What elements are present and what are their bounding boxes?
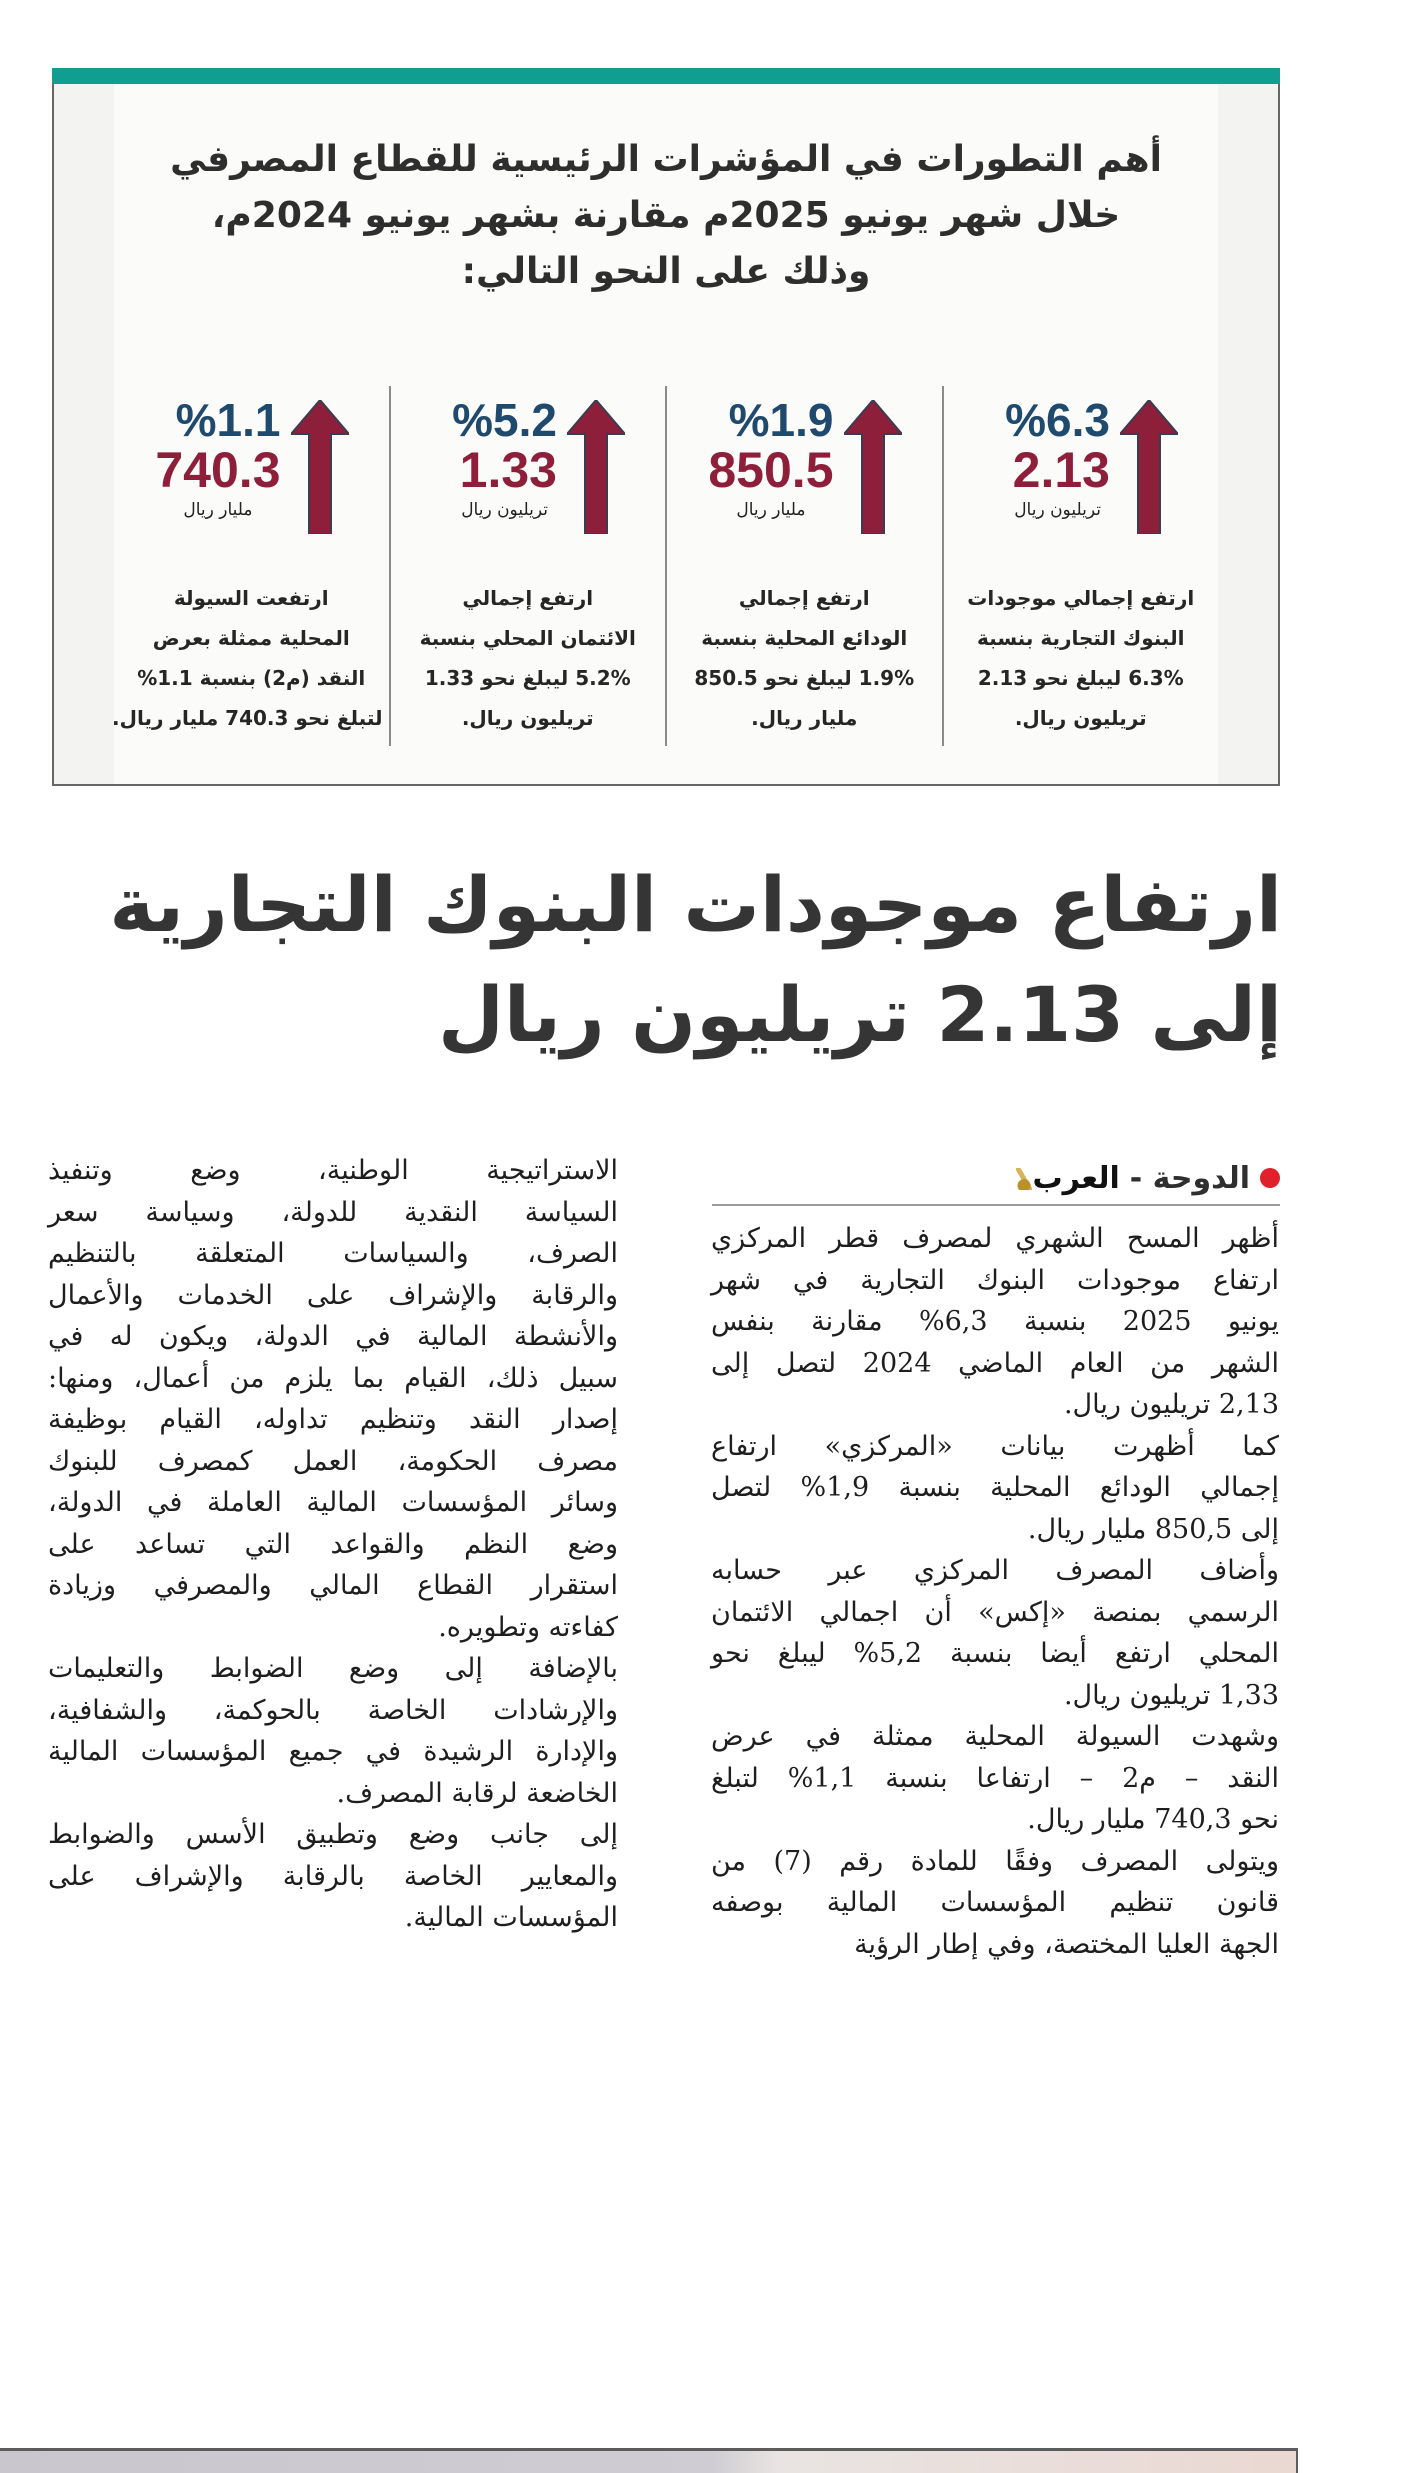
stat-unit: مليار ريال (183, 500, 253, 520)
article-text-line: الخاضعة لرقابة المصرف. (336, 1777, 618, 1809)
stat-description-line: 5.2% ليبلغ نحو 1.33 (424, 666, 631, 690)
article-text-line: الرسمي بمنصة «إكس» أن اجمالي الائتمان (711, 1596, 1279, 1628)
stat-value: 2.13 (1012, 442, 1110, 498)
stat-card-assets (944, 386, 1219, 746)
article-text-line: والمعايير الخاصة بالرقابة والإشراف على (48, 1860, 618, 1892)
stats-row (114, 386, 1218, 746)
stat-description-line: 6.3% ليبلغ نحو 2.13 (977, 666, 1184, 690)
stat-description-line: الودائع المحلية بنسبة (701, 626, 908, 650)
article-text-line: النقد – م2 – ارتفاعا بنسبة 1,1% لتبلغ (711, 1762, 1279, 1794)
article-text-line: الشهر من العام الماضي 2024 لتصل إلى (711, 1347, 1279, 1379)
article-text-line: وأضاف المصرف المركزي عبر حسابه (711, 1555, 1279, 1586)
article-text-line: وسائر المؤسسات المالية العاملة في الدولة، (48, 1487, 618, 1518)
article-text-line: 2,13 تريليون ريال. (1063, 1389, 1279, 1420)
stat-description-line: لتبلغ نحو 740.3 مليار ريال. (112, 706, 383, 730)
article-text-line: قانون تنظيم المؤسسات المالية بوصفه (711, 1887, 1279, 1918)
byline-dot-icon (1260, 1168, 1280, 1188)
stat-description (673, 578, 936, 738)
article-text-line: والإرشادات الخاصة بالحوكمة، والشفافية، (48, 1694, 618, 1726)
article-text-line: إلى جانب وضع وتطبيق الأسس والضوابط (48, 1819, 618, 1850)
article-text-line: إصدار النقد وتنظيم تداوله، القيام بوظيفة (48, 1404, 618, 1435)
infographic-accent-bar (52, 68, 1280, 84)
infographic-title (114, 132, 1218, 300)
article-text-line: المحلي ارتفع أيضا بنسبة 5,2% ليبلغ نحو (711, 1638, 1280, 1669)
article-text-line: السياسة النقدية للدولة، وسياسة سعر (48, 1196, 618, 1228)
stat-description-line: ارتفع إجمالي (738, 586, 870, 610)
article-column-right (711, 1218, 1279, 1965)
article-text-line: ارتفاع موجودات البنوك التجارية في شهر (711, 1264, 1279, 1296)
article-text-line: مصرف الحكومة، العمل كمصرف للبنوك (48, 1445, 618, 1477)
article-text-line: كفاءته وتطويره. (438, 1611, 618, 1643)
article-text-line: الاستراتيجية الوطنية، وضع وتنفيذ (48, 1155, 618, 1186)
article-text-line: وشهدت السيولة المحلية ممثلة في عرض (711, 1721, 1279, 1752)
stat-description (950, 578, 1213, 738)
stat-card-liquidity (114, 386, 391, 746)
byline (710, 1158, 1280, 1198)
stat-description-line: تريليون ريال. (1014, 706, 1147, 730)
article-text-line: الصرف، والسياسات المتعلقة بالتنظيم (48, 1238, 618, 1269)
infographic-title-line: خلال شهر يونيو 2025م مقارنة بشهر يونيو 2024م، (211, 195, 1121, 236)
stat-description (112, 578, 383, 738)
article-text-line: والأنشطة المالية في الدولة، ويكون له في (48, 1321, 618, 1352)
stat-description-line: الائتمان المحلي بنسبة (419, 626, 636, 650)
stat-percent: %5.2 (452, 394, 557, 446)
infographic-box (52, 68, 1280, 786)
stat-value: 850.5 (708, 442, 834, 498)
article-text-line: وضع النظم والقواعد التي تساعد على (48, 1528, 618, 1560)
stat-percent: %6.3 (1005, 394, 1110, 446)
article-text-line: يونيو 2025 بنسبة 6,3% مقارنة بنفس (711, 1306, 1279, 1337)
byline-location: الدوحة - (1129, 1160, 1250, 1196)
stat-card-deposits (667, 386, 944, 746)
article-text-line: بالإضافة إلى وضع الضوابط والتعليمات (48, 1653, 618, 1684)
stat-description-line: البنوك التجارية بنسبة (977, 626, 1185, 650)
headline-line: إلى 2.13 تريليون ريال (437, 970, 1282, 1059)
article-text-line: كما أظهرت بيانات «المركزي» ارتفاع (711, 1430, 1279, 1462)
article-text-line: والإدارة الرشيدة في جميع المؤسسات المالية (48, 1736, 618, 1767)
article-text-line: أظهر المسح الشهري لمصرف قطر المركزي (711, 1223, 1279, 1254)
arrow-up-icon (567, 400, 625, 534)
article-text-line: 1,33 تريليون ريال. (1063, 1679, 1279, 1711)
stat-value: 1.33 (459, 442, 557, 498)
article-text-line: استقرار القطاع المالي والمصرفي وزيادة (48, 1570, 618, 1601)
arrow-up-icon (1120, 400, 1178, 534)
publication-logo (1012, 1161, 1119, 1196)
article-headline (82, 850, 1282, 1070)
infographic-panel (114, 84, 1218, 784)
article-text-line: والرقابة والإشراف على الخدمات والأعمال (48, 1279, 618, 1311)
stat-description-line: 1.9% ليبلغ نحو 850.5 (694, 666, 915, 690)
article-column-left (48, 1150, 618, 1939)
stat-description-line: ارتفعت السيولة (173, 586, 329, 610)
article-text-line: إجمالي الودائع المحلية بنسبة 1,9% لتصل (711, 1472, 1279, 1503)
stat-value: 740.3 (155, 442, 281, 498)
stat-unit: تريليون ريال (1014, 500, 1101, 520)
article-text-line: ويتولى المصرف وفقًا للمادة رقم (7) من (711, 1845, 1279, 1877)
stat-percent: %1.9 (728, 394, 834, 446)
publication-name: العرب (1032, 1160, 1120, 1196)
arrow-up-icon (291, 400, 349, 534)
article-text-line: نحو 740,3 مليار ريال. (1027, 1804, 1279, 1835)
stat-percent: %1.1 (175, 394, 281, 446)
infographic-title-line: أهم التطورات في المؤشرات الرئيسية للقطاع المصرفي (170, 139, 1162, 180)
byline-divider (712, 1204, 1280, 1206)
next-article-image-edge (0, 2448, 1298, 2473)
stat-unit: مليار ريال (736, 500, 806, 520)
stat-description-line: تريليون ريال. (461, 706, 594, 730)
headline-line: ارتفاع موجودات البنوك التجارية (109, 860, 1282, 949)
article-text-line: المؤسسات المالية. (404, 1902, 618, 1933)
quill-icon (1016, 1168, 1032, 1190)
stat-description-line: النقد (م2) بنسبة 1.1% (137, 666, 366, 690)
stat-description-line: المحلية ممثلة بعرض (152, 626, 350, 650)
stat-description (397, 578, 660, 738)
stat-description-line: مليار ريال. (751, 706, 858, 730)
infographic-title-line: وذلك على النحو التالي: (461, 251, 871, 292)
stat-description-line: ارتفع إجمالي (462, 586, 594, 610)
article-text-line: سبيل ذلك، القيام بما يلزم من أعمال، ومنها: (48, 1362, 618, 1394)
arrow-up-icon (844, 400, 902, 534)
stat-description-line: ارتفع إجمالي موجودات (967, 586, 1195, 610)
stat-card-credit (391, 386, 668, 746)
article-text-line: الجهة العليا المختصة، وفي إطار الرؤية (854, 1928, 1279, 1960)
article-text-line: إلى 850,5 مليار ريال. (1027, 1513, 1279, 1545)
stat-unit: تريليون ريال (461, 500, 548, 520)
